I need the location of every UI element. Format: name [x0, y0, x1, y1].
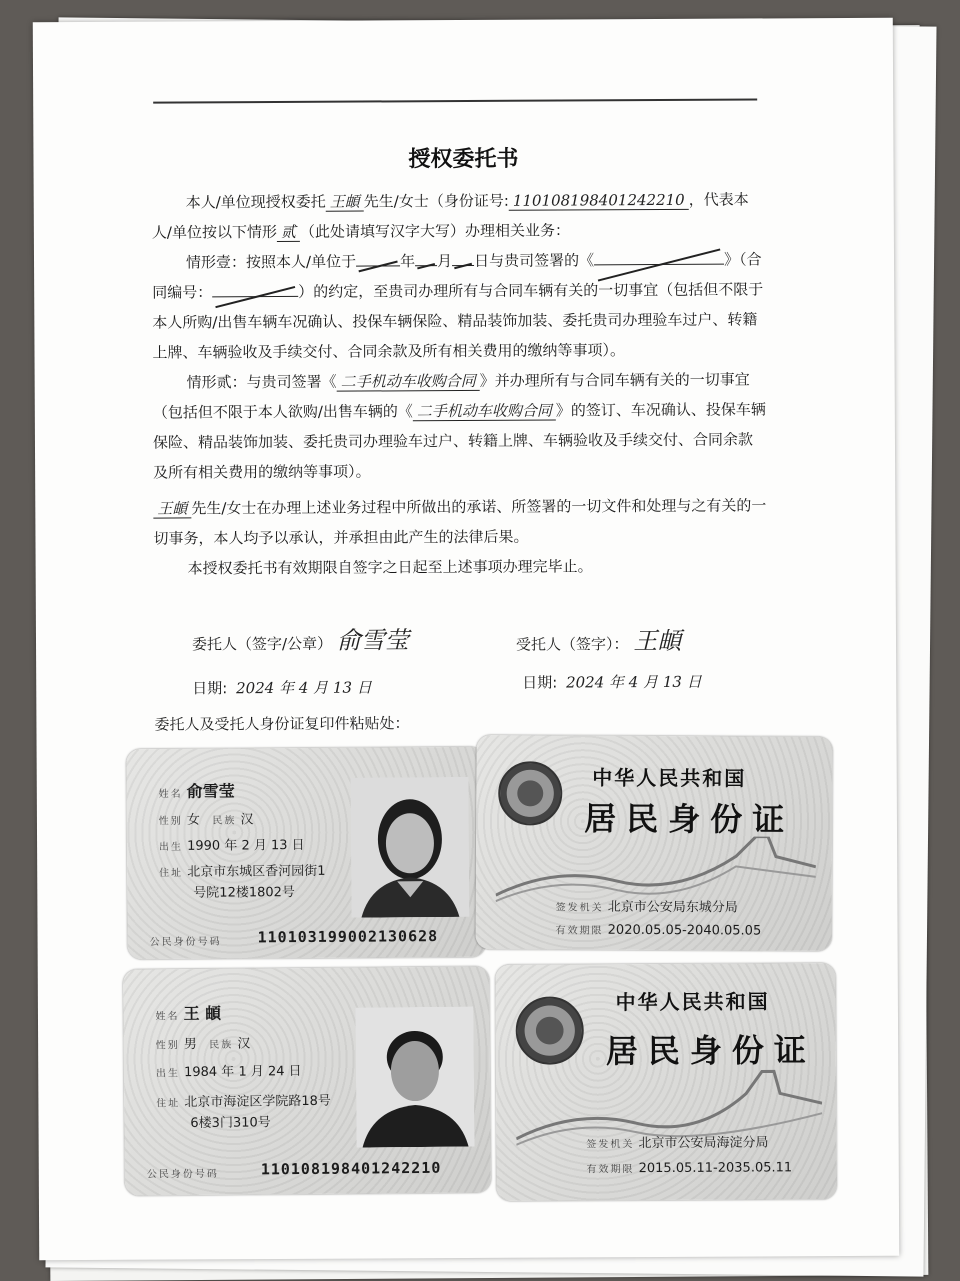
agent-address-2: 6楼3门310号 [190, 1115, 271, 1132]
name-label: 姓名 [155, 1011, 180, 1023]
name-field [158, 778, 234, 802]
principal-signature-row [192, 620, 409, 656]
agent-authority: 北京市公安局海淀分局 [638, 1135, 769, 1152]
text-segment: 月 [437, 252, 453, 271]
paragraph-authorization [152, 184, 766, 247]
handwritten-case-number: 贰 [277, 223, 300, 242]
paragraph-case-two [153, 364, 768, 487]
principal-address-1: 北京市东城区香河园街1 [187, 863, 326, 880]
document-title: 授权委托书 [408, 146, 519, 173]
handwritten-contract-name: 二手机动车收购合同 [337, 372, 480, 392]
principal-address-2: 号院12楼1802号 [193, 885, 295, 901]
agent-photo [355, 1007, 474, 1148]
crossed-blank [452, 265, 474, 266]
text-segment: 情形贰：与贵司签署《 [186, 372, 337, 392]
sex-label: 性别 [158, 815, 183, 828]
id-paste-label: 委托人及受托人身份证复印件粘贴处： [154, 714, 410, 734]
handwritten-commit-name: 王頔 [153, 499, 191, 518]
principal-signature: 俞雪莹 [336, 626, 409, 655]
birth-field [156, 1060, 302, 1080]
national-emblem-icon [516, 996, 584, 1064]
crossed-blank [415, 265, 437, 266]
validity-field [556, 921, 762, 938]
authority-label: 签发机关 [586, 1139, 635, 1151]
crossed-blank [356, 265, 400, 266]
validity-label: 有效期限 [586, 1164, 635, 1176]
id-label: 公民身份号码 [146, 1168, 219, 1181]
agent-date: 2024 年 4 月 13 日 [566, 672, 702, 692]
text-segment: 》并办理所有与合同车辆有关的一切事宜（包括但不限于本人欲购/出售车辆的《 [152, 370, 750, 422]
id-field [147, 1165, 219, 1182]
back-title: 居民身份证 [605, 1031, 816, 1071]
text-segment: （此处请填写汉字大写）办理相关业务： [299, 221, 571, 241]
validity-field [586, 1159, 792, 1176]
agent-id-front [123, 966, 491, 1195]
text-segment: 本人/单位现授权委托 [185, 192, 326, 212]
text-segment: 情形壹：按照本人/单位于 [185, 252, 357, 272]
text-segment: 》 [724, 250, 740, 269]
paragraph-commitment [153, 490, 767, 553]
text-segment: 先生/女士在办理上述业务过程中所做出的承诺、所签署的一切文件和处理与之有关的一切事务，本人均予以承认，并承担由此产生的法律后果。 [153, 496, 767, 548]
crossed-blank [594, 264, 724, 266]
principal-birth: 1990 年 2 月 13 日 [187, 838, 305, 854]
principal-id-number: 110103199002130628 [257, 927, 439, 947]
principal-name: 俞雪莹 [186, 781, 235, 801]
sex-field [156, 1032, 251, 1052]
date-label: 日期: [522, 673, 558, 692]
header-rule [153, 98, 757, 103]
principal-ethnicity: 汉 [240, 812, 254, 828]
principal-id-back [475, 735, 832, 951]
principal-validity: 2020.05.05-2040.05.05 [607, 922, 762, 939]
agent-birth: 1984 年 1 月 24 日 [183, 1064, 302, 1081]
back-country: 中华人民共和国 [592, 765, 747, 791]
name-field [155, 1001, 221, 1025]
text-segment: ）的约定，至贵司办理所有与合同车辆有关的一切事宜（包括但不限于本人所购/出售车辆车况确认、投保车辆保险、精品装饰加装、委托贵司办理验车过户、转籍上牌、车辆验收及手续交付、合同余款及所有相关费用的缴纳等事项）。 [152, 280, 764, 362]
agent-id-number: 110108198401242210 [260, 1158, 442, 1179]
agent-signature: 王頔 [633, 626, 682, 656]
authority-field [556, 895, 738, 915]
sex-label: 性别 [155, 1040, 180, 1052]
principal-sex: 女 [186, 812, 200, 828]
date-label: 日期: [192, 679, 228, 698]
text-segment: ，代表本人/单位按以下情形 [151, 190, 749, 242]
text-segment: （合同编号： [152, 250, 762, 302]
id-label: 公民身份号码 [149, 936, 222, 949]
text-segment: 年 [400, 252, 416, 271]
address-field [159, 862, 326, 904]
principal-label: 委托人（签字/公章） [191, 634, 333, 654]
address-label: 住址 [156, 1098, 181, 1110]
handwritten-contract-name-2: 二手机动车收购合同 [413, 402, 556, 422]
national-emblem-icon [498, 761, 562, 825]
paragraph-validity: 本授权委托书有效期限自签字之日起至上述事项办理完毕止。 [187, 557, 593, 578]
agent-address-1: 北京市海淀区学院路18号 [184, 1093, 331, 1111]
agent-id-back [495, 963, 836, 1201]
validity-label: 有效期限 [555, 925, 604, 937]
ethnicity-label: 民族 [209, 1039, 234, 1051]
agent-date-row [522, 671, 706, 693]
authority-label: 签发机关 [555, 902, 604, 914]
agent-validity: 2015.05.11-2035.05.11 [638, 1160, 793, 1177]
handwritten-agent-id: 110108198401242210 [509, 191, 689, 211]
agent-name: 王 頔 [183, 1003, 222, 1024]
agent-signature-row [516, 621, 681, 657]
sex-field [159, 808, 254, 828]
birth-label: 出生 [158, 841, 183, 854]
text-segment: 》的签订、车况确认、投保车辆保险、精品装饰加装、委托贵司办理验车过户、转籍上牌、车辆验收及手续交付、合同余款及所有相关费用的缴纳等事项）。 [152, 400, 766, 482]
crossed-blank [212, 296, 298, 297]
text-segment: 日与贵司签署的《 [474, 251, 595, 270]
paragraph-case-one [152, 244, 767, 367]
birth-label: 出生 [155, 1068, 180, 1080]
principal-date-row [192, 676, 376, 698]
principal-id-front [126, 747, 485, 959]
name-label: 姓名 [158, 788, 183, 801]
back-country: 中华人民共和国 [615, 989, 770, 1015]
id-field [150, 933, 222, 950]
principal-authority: 北京市公安局东城分局 [607, 899, 738, 916]
handwritten-agent-name: 王頔 [326, 193, 364, 212]
principal-photo [350, 777, 469, 918]
address-field [156, 1092, 331, 1135]
agent-sex: 男 [183, 1036, 197, 1053]
agent-ethnicity: 汉 [237, 1036, 251, 1052]
principal-date: 2024 年 4 月 13 日 [236, 678, 372, 698]
agent-label: 受托人（签字）： [515, 635, 629, 654]
ethnicity-label: 民族 [212, 815, 237, 827]
birth-field [159, 834, 305, 854]
authority-field [586, 1131, 768, 1151]
address-label: 住址 [159, 867, 184, 880]
back-title: 居民身份证 [584, 799, 795, 839]
letter-body [152, 184, 768, 583]
text-segment: 先生/女士（身份证号: [363, 191, 509, 211]
